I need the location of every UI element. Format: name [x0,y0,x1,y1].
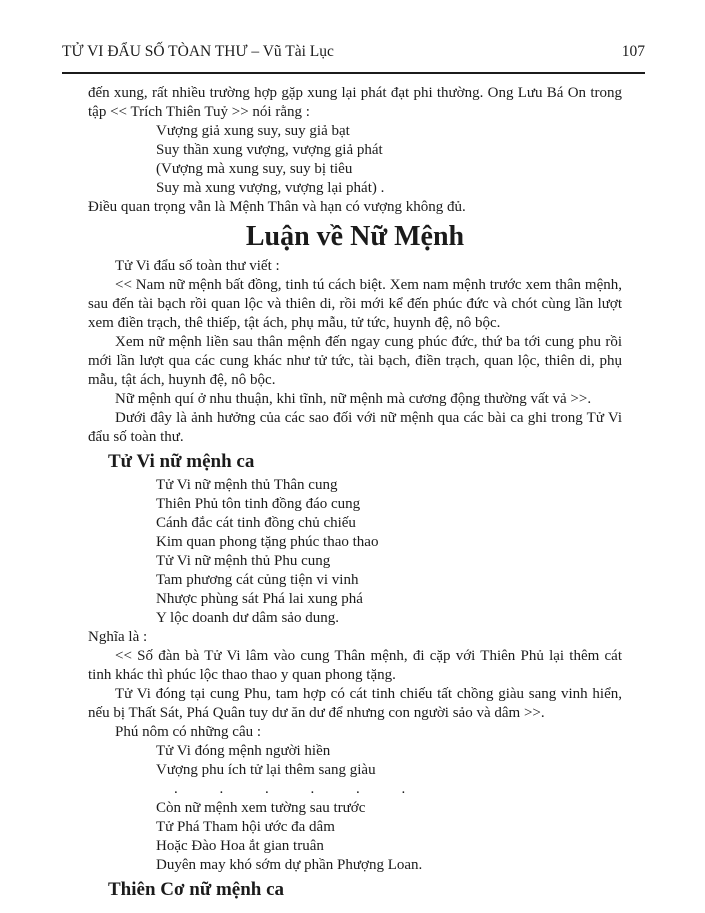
paragraph-conclusion: Điều quan trọng vẫn là Mệnh Thân và hạn có vượng không đủ. [88,199,466,215]
verse-line: Vượng phu ích tử lại thêm sang giàu [156,762,376,778]
page-number: 107 [621,43,645,60]
paragraph-continuation: đến xung, rất nhiều trường hợp gặp xung lại phát đạt phi thường. Ong Lưu Bá On trong tập << Trích Thiên Tuỷ >> nói rằng : [88,85,622,120]
verse-line: Thiên Phủ tôn tinh đồng đáo cung [156,496,361,512]
book-title: TỬ VI ĐẨU SỐ TÒAN THƯ – Vũ Tài Lục [62,43,334,60]
meaning-label: Nghĩa là : [88,629,148,645]
main-heading: Luận về Nữ Mệnh [245,221,465,252]
page-body [88,84,622,902]
song-heading-tu-vi: Tử Vi nữ mệnh ca [108,451,255,472]
verse-line: Cánh đắc cát tinh đồng chủ chiếu [156,515,356,531]
verse-line: Còn nữ mệnh xem tường sau trước [156,800,366,816]
verse-line: Y lộc doanh dư dâm sảo dung. [156,610,339,626]
quote-verse-block [88,122,622,198]
verse-line: Tam phương cát củng tiện vi vinh [156,572,359,588]
verse-line: Tử Phá Tham hội ước đa dâm [156,819,335,835]
verse-line: Hoặc Đào Hoa ắt gian truân [156,838,324,854]
song-heading-thien-co: Thiên Cơ nữ mệnh ca [108,879,285,900]
paragraph: Xem nữ mệnh liền sau thân mệnh đến ngay cung phúc đức, thứ ba tới cung phu rồi mới lần lượt qua các cung khác như tử tức, tài bạch, điền trạch, quan lộc, thiên di, phụ mẫu, tật ách, huynh đệ, nô bộc. [88,334,622,388]
paragraph: Dưới đây là ảnh hưởng của các sao đối với nữ mệnh qua các bài ca ghi trong Tử Vi đẩu số toàn thư. [88,410,622,445]
verse-line: (Vượng mà xung suy, suy bị tiêu [156,161,353,177]
paragraph: Tử Vi đóng tại cung Phu, tam hợp có cát tinh chiếu tất chồng giàu sang vinh hiển, nếu bị Thất Sát, Phá Quân tuy dư ăn dư để nhưng con người sảo và dâm >>. [88,686,622,721]
phu-nom-verse-block [88,742,622,875]
phu-nom-label: Phú nôm có những câu : [115,724,262,740]
verse-line: Tử Vi nữ mệnh thủ Phu cung [156,553,331,569]
tu-vi-verse-block [88,476,622,628]
page-header [62,42,645,74]
verse-line: Duyên may khó sớm dự phần Phượng Loan. [156,857,423,873]
dotted-separator: . . . . . . [174,781,407,797]
verse-line: Kim quan phong tặng phúc thao thao [156,534,379,550]
verse-line: Tử Vi đóng mệnh người hiền [156,743,331,759]
header-rule [62,72,645,74]
verse-line: Nhược phùng sát Phá lai xung phá [156,591,363,607]
verse-line: Tử Vi nữ mệnh thủ Thân cung [156,477,338,493]
paragraph: << Số đàn bà Tử Vi lâm vào cung Thân mệnh, đi cặp với Thiên Phủ lại thêm cát tinh khác thì phúc lộc thao thao y quan phong tặng. [88,648,622,683]
verse-line: Vượng giả xung suy, suy giả bạt [156,123,350,139]
paragraph: Nữ mệnh quí ở nhu thuận, khi tĩnh, nữ mệnh mà cương động thường vất vả >>. [115,391,592,407]
paragraph: << Nam nữ mệnh bất đồng, tinh tú cách biệt. Xem nam mệnh trước xem thân mệnh, sau đến tài bạch rồi quan lộc và thiên di, rồi mới kể đến phúc đức và chót cùng lần lượt xem điền trạch, thê thiếp, tật ách, phụ mẫu, tử tức, huynh đệ, nô bộc. [88,277,622,331]
verse-line: Suy thần xung vượng, vượng giả phát [156,142,383,158]
paragraph: Tử Vi đẩu số toàn thư viết : [115,258,280,274]
verse-line: Suy mà xung vượng, vượng lại phát) . [156,180,385,196]
